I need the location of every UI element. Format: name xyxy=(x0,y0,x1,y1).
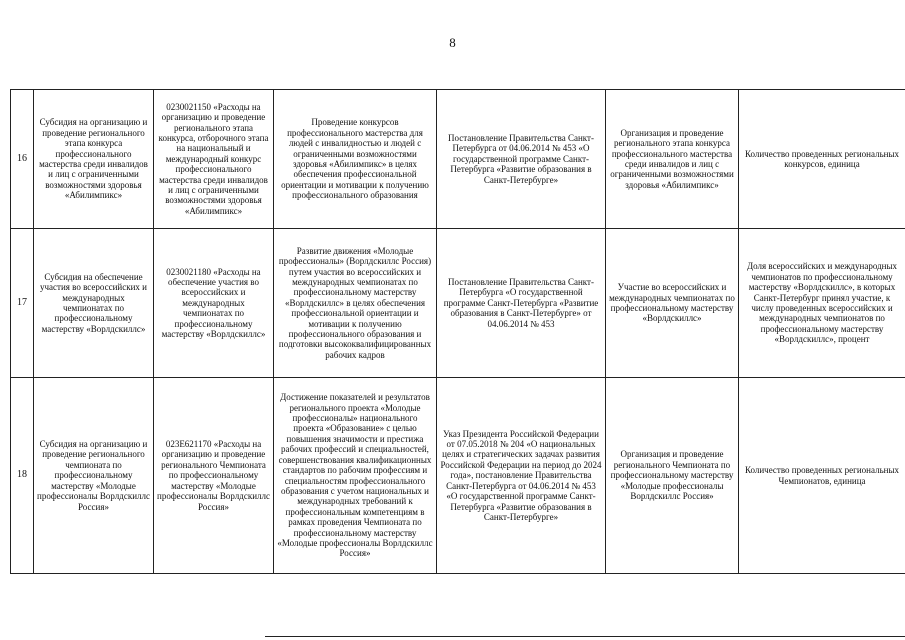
subsidy-name-cell: Субсидия на обеспечение участия во всероссийских и международных чемпионатах по профессиональному мастерству «Ворлдскиллс» xyxy=(34,229,154,378)
goal-cell: Развитие движения «Молодые профессионалы» (Ворлдскиллс Россия) путем участия во всероссийских и международных чемпионатах по профессиональному мастерству «Ворлдскиллс» в целях обеспечения профессиональной ориентации и мотивации к получению профессионального образования и подготовки высококвалифицированных рабочих кадров xyxy=(274,229,437,378)
row-number: 18 xyxy=(11,378,34,574)
goal-cell: Достижение показателей и результатов регионального проекта «Молодые профессионалы» национального проекта «Образование» с целью повышения значимости и престижа рабочих профессий и специальностей, совершенствования квалификационных стандартов по рабочим профессиям и специальностям профессионального образования с учетом национальных и международных требований к профессиональным компетенциям в рамках проведения Чемпионата по профессиональному мастерству «Молодые профессионалы Ворлдскиллс Россия» xyxy=(274,378,437,574)
result-cell: Организация и проведение регионального этапа конкурса профессионального мастерства среди инвалидов и лиц с ограниченными возможностями здоровья «Абилимпикс» xyxy=(606,90,739,229)
legal-basis-cell: Постановление Правительства Санкт-Петербурга от 04.06.2014 № 453 «О государственной программе Санкт-Петербурга «Развитие образования в Санкт-Петербурге» xyxy=(437,90,606,229)
goal-cell: Проведение конкурсов профессионального мастерства для людей с инвалидностью и людей с ограниченными возможностями здоровья «Абилимпикс» в целях обеспечения профессиональной ориентации и мотивации к получению профессионального образования xyxy=(274,90,437,229)
legal-basis-cell: Постановление Правительства Санкт-Петербурга «О государственной программе Санкт-Петербурга «Развитие образования в Санкт-Петербурге» от 04.06.2014 № 453 xyxy=(437,229,606,378)
row-number: 17 xyxy=(11,229,34,378)
indicator-cell: Доля всероссийских и международных чемпионатов по профессиональному мастерству «Ворлдскиллс», в которых Санкт-Петербург принял участие, к числу проведенных всероссийских и международных чемпионатов по профессиональному мастерству «Ворлдскиллс», процент xyxy=(739,229,905,378)
row-number: 16 xyxy=(11,90,34,229)
result-cell: Участие во всероссийских и международных чемпионатах по профессиональному мастерству «Ворлдскиллс» xyxy=(606,229,739,378)
indicator-cell: Количество проведенных региональных конкурсов, единица xyxy=(739,90,905,229)
table-row xyxy=(11,378,905,574)
table-row xyxy=(11,229,905,378)
expense-code-cell: 0230021180 «Расходы на обеспечение участия во всероссийских и международных чемпионатах по профессиональному мастерству «Ворлдскиллс» xyxy=(154,229,274,378)
result-cell: Организация и проведение регионального Чемпионата по профессиональному мастерству «Молодые профессионалы Ворлдскиллс Россия» xyxy=(606,378,739,574)
subsidy-name-cell: Субсидия на организацию и проведение регионального этапа конкурса профессионального мастерства среди инвалидов и лиц с ограниченными возможностями здоровья «Абилимпикс» xyxy=(34,90,154,229)
legal-basis-cell: Указ Президента Российской Федерации от 07.05.2018 № 204 «О национальных целях и стратегических задачах развития Российской Федерации на период до 2024 года», постановление Правительства Санкт-Петербурга от 04.06.2014 № 453 «О государственной программе Санкт-Петербурга «Развитие образования в Санкт-Петербурге» xyxy=(437,378,606,574)
bottom-divider xyxy=(265,636,905,637)
subsidy-table xyxy=(10,89,905,574)
subsidy-name-cell: Субсидия на организацию и проведение регионального чемпионата по профессиональному мастерству «Молодые профессионалы Ворлдскиллс Россия» xyxy=(34,378,154,574)
indicator-cell: Количество проведенных региональных Чемпионатов, единица xyxy=(739,378,905,574)
page-number: 8 xyxy=(449,35,456,50)
expense-code-cell: 023E621170 «Расходы на организацию и проведение регионального Чемпионата по профессиональному мастерству «Молодые профессионалы Ворлдскиллс Россия» xyxy=(154,378,274,574)
expense-code-cell: 0230021150 «Расходы на организацию и проведение регионального этапа конкурса, отборочного этапа на национальный и международный конкурс профессионального мастерства среди инвалидов и лиц с ограниченными возможностями здоровья «Абилимпикс» xyxy=(154,90,274,229)
table-row xyxy=(11,90,905,229)
